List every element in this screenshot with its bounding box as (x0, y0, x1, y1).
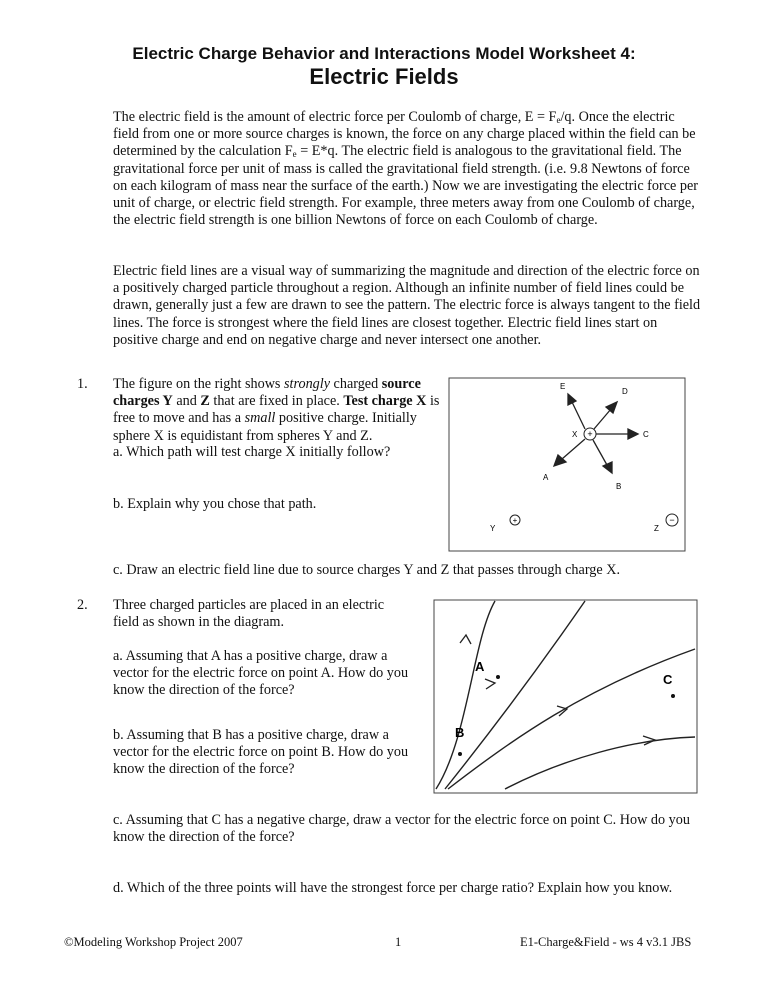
figure-1-frame (449, 378, 685, 551)
label-point-b: B (455, 725, 465, 740)
question-1-prompt: The figure on the right shows strongly charged source charges Y and Z that are fixed in place. Test charge X is free to move and has a small positive charge. Initially sphere X is equidistant from spheres Y and Z. (113, 376, 440, 444)
label-charge-y: Y (490, 524, 496, 533)
label-charge-z: Z (654, 524, 659, 533)
label-point-a: A (475, 659, 485, 674)
source-charge-y-sign: + (512, 516, 518, 525)
label-point-c: C (663, 672, 673, 687)
footer-page-number: 1 (395, 935, 402, 949)
question-2d: d. Which of the three points will have the strongest force per charge ratio? Explain how you know. (113, 880, 673, 896)
label-path-d: D (622, 387, 628, 396)
point-c (671, 694, 675, 698)
figure-2-field-lines-diagram (433, 599, 698, 794)
question-2a: a. Assuming that A has a positive charge, draw a vector for the electric force on point A. How do you know the direction of the force? (113, 648, 409, 699)
label-path-a: A (543, 473, 549, 482)
footer-copyright: ©Modeling Workshop Project 2007 (64, 935, 243, 949)
intro-paragraph-1: The electric field is the amount of electric force per Coulomb of charge, $E = F_e/q$. Once the electric field from one or more source charges is known, the force on any charge placed within the field can be determined by the calculation $F_e = E*q$. The electric field is analogous to the gravitational field. The gravitational force per unit of mass is called the gravitational field strength. (i.e. 9.8 Newtons of force on each kilogram of mass near the surface of the earth.) Now we are investigating the electric force per unit of charge, or electric field strength. For example, three meters away from one Coulomb of charge, the electric field strength is one billion Newtons of force on each Coulomb of charge. (113, 109, 698, 229)
question-1c: c. Draw an electric field line due to source charges Y and Z that passes through charge X. (113, 562, 621, 578)
question-2b: b. Assuming that B has a positive charge, draw a vector for the electric force on point B. How do you know the direction of the force? (113, 727, 409, 778)
question-2c: c. Assuming that C has a negative charge, draw a vector for the electric force on point C. How do you know the direction of the force? (113, 812, 690, 846)
figure-1-charges-diagram (448, 377, 686, 552)
worksheet-title: Electric Charge Behavior and Interactions Model Worksheet 4: (132, 44, 636, 63)
point-a (496, 675, 500, 679)
worksheet-subtitle: Electric Fields (309, 64, 459, 89)
label-path-e: E (560, 382, 566, 391)
footer-document-id: E1-Charge&Field - ws 4 v3.1 JBS (520, 935, 692, 949)
point-b (458, 752, 462, 756)
question-1b: b. Explain why you chose that path. (113, 496, 317, 512)
intro-paragraph-2: Electric field lines are a visual way of summarizing the magnitude and direction of the electric force on a positively charged particle throughout a region. Although an infinite number of field lines could be drawn, generally just a few are drawn to see the pattern. The electric force is always tangent to the field lines. The force is strongest where the field lines are closest together. Electric field lines start on positive charge and end on negative charge and never intersect one another. (113, 263, 701, 348)
question-1a: a. Which path will test charge X initially follow? (113, 444, 391, 460)
label-path-c: C (643, 430, 649, 439)
test-charge-x-sign: + (587, 429, 593, 439)
label-path-b: B (616, 482, 622, 491)
label-charge-x: X (572, 430, 578, 439)
question-1-number: 1. (77, 376, 88, 392)
question-2-number: 2. (77, 597, 88, 613)
question-2-prompt: Three charged particles are placed in an electric field as shown in the diagram. (113, 597, 385, 631)
source-charge-z-sign: − (669, 515, 675, 525)
